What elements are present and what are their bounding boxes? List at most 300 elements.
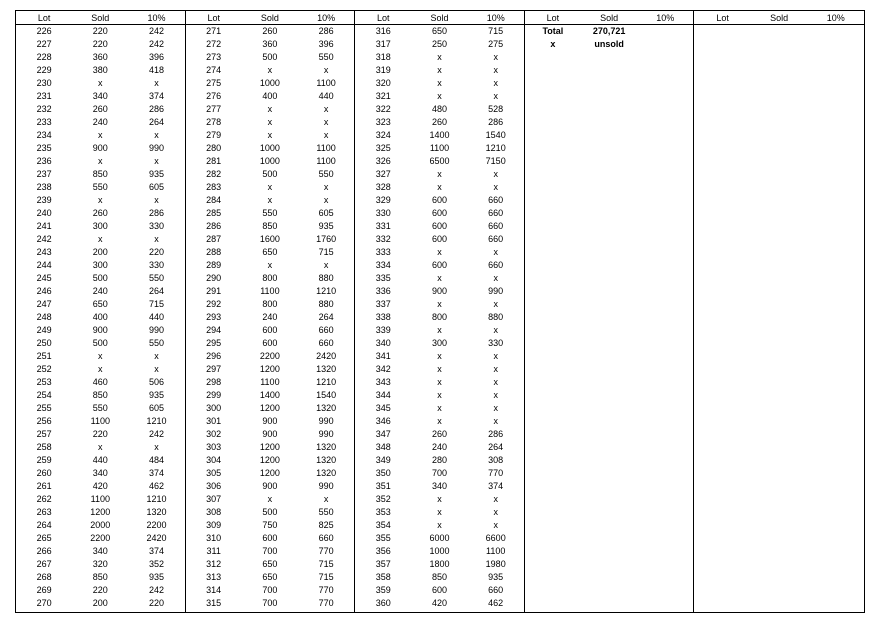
ten-percent-cell: 1320 [316, 403, 337, 413]
lot-cell: 247 [36, 299, 52, 309]
ten-percent-cell: 660 [488, 585, 504, 595]
table-row [16, 558, 185, 571]
lot-cell: 290 [206, 273, 222, 283]
ten-percent-cell: 1100 [316, 143, 336, 153]
table-row [355, 506, 524, 519]
sold-cell: 260 [431, 429, 447, 439]
sold-cell: 600 [431, 585, 447, 595]
sold-cell: 250 [431, 39, 447, 49]
lot-cell: 282 [206, 169, 222, 179]
ten-percent-cell: x [493, 351, 498, 361]
sold-cell: 280 [431, 455, 447, 465]
table-row [186, 103, 355, 116]
table-row [186, 558, 355, 571]
table-row [355, 103, 524, 116]
ten-percent-cell: 374 [148, 91, 165, 101]
table-row [186, 64, 355, 77]
ten-percent-cell: 462 [148, 481, 165, 491]
sold-cell: 1400 [259, 390, 280, 400]
sold-cell: x [437, 364, 442, 374]
table-row [355, 155, 524, 168]
lot-cell: 359 [375, 585, 391, 595]
ten-percent-cell: 1210 [316, 286, 337, 296]
ten-percent-cell: 440 [318, 91, 334, 101]
sold-cell: 1100 [90, 416, 110, 426]
sold-cell: 300 [431, 338, 447, 348]
table-row [16, 584, 185, 597]
lot-cell: 310 [206, 533, 222, 543]
lot-cell: x [550, 39, 556, 49]
ten-percent-cell: 1980 [485, 559, 506, 569]
lot-cell: 332 [375, 234, 391, 244]
table-row [355, 532, 524, 545]
lot-cell: 324 [375, 130, 391, 140]
table-row [355, 324, 524, 337]
ten-percent-cell: x [154, 234, 159, 244]
ten-percent-cell: 275 [488, 39, 504, 49]
lot-cell: 342 [375, 364, 391, 374]
ten-percent-cell: 1100 [316, 156, 336, 166]
ten-percent-cell: 935 [318, 221, 334, 231]
ten-percent-cell: 660 [318, 533, 334, 543]
sold-cell: x [437, 390, 442, 400]
sold-cell: 500 [92, 273, 108, 283]
ten-percent-cell: 308 [488, 455, 504, 465]
table-row [186, 428, 355, 441]
sold-header: Sold [770, 13, 789, 23]
sold-cell: 1100 [260, 377, 280, 387]
table-row [16, 64, 185, 77]
table-row [355, 415, 524, 428]
ten-percent-cell: 286 [148, 208, 165, 218]
ten-percent-cell: 286 [148, 104, 165, 114]
sold-cell: 1000 [429, 546, 450, 556]
lot-cell: 285 [206, 208, 222, 218]
sold-cell: 850 [92, 572, 108, 582]
ten-percent-cell: 242 [148, 26, 165, 36]
ten-percent-header: 10% [656, 13, 675, 23]
lot-cell: 269 [36, 585, 52, 595]
lot-cell: 294 [206, 325, 222, 335]
lot-cell: 270 [36, 598, 52, 608]
table-row [355, 194, 524, 207]
sold-cell: 700 [262, 546, 278, 556]
ten-percent-cell: 605 [148, 182, 165, 192]
lot-cell: 239 [36, 195, 52, 205]
sold-cell: x [98, 195, 103, 205]
ten-percent-cell: 506 [148, 377, 165, 387]
table-row [16, 38, 185, 51]
ten-percent-cell: 330 [148, 260, 165, 270]
table-row [186, 168, 355, 181]
lot-cell: 248 [36, 312, 52, 322]
sold-cell: x [98, 78, 103, 88]
lot-cell: 315 [206, 598, 222, 608]
sold-cell: 650 [431, 26, 447, 36]
ten-percent-cell: 1320 [316, 364, 337, 374]
lot-cell: 233 [36, 117, 52, 127]
sold-cell: 420 [431, 598, 447, 608]
sold-cell: 380 [92, 65, 108, 75]
table-row [355, 285, 524, 298]
table-row [186, 207, 355, 220]
sold-cell: x [437, 78, 442, 88]
sold-cell: x [98, 130, 103, 140]
ten-percent-cell: 1540 [316, 390, 337, 400]
table-row [355, 493, 524, 506]
lot-cell: 297 [206, 364, 222, 374]
sold-cell: 340 [431, 481, 447, 491]
ten-percent-cell: 605 [318, 208, 334, 218]
ten-percent-cell: 880 [488, 312, 504, 322]
sold-cell: 900 [262, 481, 278, 491]
lot-cell: 354 [375, 520, 391, 530]
ten-percent-cell: x [323, 182, 329, 192]
sold-cell: x [437, 377, 442, 387]
table-row [16, 363, 185, 376]
table-row [355, 298, 524, 311]
table-row [355, 389, 524, 402]
lot-cell: 264 [36, 520, 52, 530]
table-panel-1 [16, 11, 186, 612]
ten-percent-cell: x [493, 247, 498, 257]
sold-cell: 500 [262, 52, 278, 62]
sold-cell: 1200 [259, 364, 280, 374]
table-row [16, 571, 185, 584]
sold-cell: 850 [92, 169, 108, 179]
table-row [186, 181, 355, 194]
sold-cell: x [437, 169, 442, 179]
ten-percent-cell: 242 [148, 429, 165, 439]
table-row [355, 116, 524, 129]
table-row [186, 454, 355, 467]
sold-cell: x [437, 520, 442, 530]
lot-cell: 226 [36, 26, 52, 36]
lot-cell: 327 [375, 169, 391, 179]
sold-header: Sold [260, 13, 279, 23]
lot-cell: 298 [206, 377, 222, 387]
header-row [525, 11, 694, 25]
ten-percent-cell: x [493, 65, 498, 75]
table-row [16, 311, 185, 324]
table-row [355, 220, 524, 233]
lot-cell: 305 [206, 468, 222, 478]
ten-percent-cell: x [493, 390, 498, 400]
sold-cell: 1200 [259, 455, 280, 465]
lot-cell: 289 [206, 260, 222, 270]
ten-percent-header: 10% [826, 13, 845, 23]
sold-cell: 600 [431, 221, 447, 231]
ten-percent-cell: x [154, 351, 159, 361]
table-row [186, 493, 355, 506]
lot-cell: 261 [36, 481, 52, 491]
ten-percent-cell: 440 [148, 312, 165, 322]
table-row [355, 311, 524, 324]
ten-percent-header: 10% [486, 13, 505, 23]
ten-percent-cell: x [154, 195, 159, 205]
sold-cell: 850 [92, 390, 108, 400]
table-row [186, 376, 355, 389]
lot-cell: 331 [375, 221, 391, 231]
table-row [186, 389, 355, 402]
sold-cell: 6000 [429, 533, 450, 543]
table-row [186, 402, 355, 415]
table-row [16, 194, 185, 207]
table-row [186, 363, 355, 376]
lot-cell: 300 [206, 403, 222, 413]
table-row [355, 350, 524, 363]
table-row [16, 441, 185, 454]
sold-cell: 2200 [259, 351, 280, 361]
table-row [16, 246, 185, 259]
lot-cell: 276 [206, 91, 222, 101]
table-row [16, 428, 185, 441]
ten-percent-cell: x [323, 195, 329, 205]
lot-header: Lot [716, 13, 729, 23]
sold-cell: 650 [262, 559, 278, 569]
lot-cell: 346 [375, 416, 391, 426]
lot-cell: 288 [206, 247, 222, 257]
ten-percent-cell: 286 [488, 117, 504, 127]
lot-cell: 274 [206, 65, 222, 75]
header-row [694, 11, 864, 25]
table-row [355, 454, 524, 467]
table-row [16, 129, 185, 142]
sold-cell: 1400 [429, 130, 450, 140]
sold-cell: 800 [262, 299, 278, 309]
lot-cell: 228 [36, 52, 52, 62]
lot-cell: 325 [375, 143, 391, 153]
lot-header: Lot [37, 13, 51, 23]
lot-cell: 293 [206, 312, 222, 322]
lot-cell: 340 [375, 338, 391, 348]
ten-percent-cell: 1100 [486, 546, 506, 556]
table-row [16, 207, 185, 220]
lot-cell: 358 [375, 572, 391, 582]
ten-percent-cell: 990 [488, 286, 504, 296]
sold-cell: 260 [262, 26, 278, 36]
sold-cell: 340 [92, 468, 108, 478]
ten-percent-header: 10% [317, 13, 336, 23]
sold-cell: 1200 [90, 507, 111, 517]
table-row [355, 571, 524, 584]
ten-percent-cell: 1210 [316, 377, 337, 387]
ten-percent-cell: 935 [148, 572, 165, 582]
ten-percent-cell: 660 [318, 325, 334, 335]
ten-percent-cell: 715 [488, 26, 504, 36]
table-row [186, 545, 355, 558]
ten-percent-cell: 990 [318, 481, 334, 491]
ten-percent-cell: 2420 [146, 533, 167, 543]
ten-percent-cell: 660 [488, 221, 504, 231]
lot-cell: 291 [206, 286, 222, 296]
ten-percent-cell: 660 [488, 260, 504, 270]
sold-cell: 500 [92, 338, 108, 348]
lot-cell: 251 [36, 351, 52, 361]
ten-percent-cell: x [493, 78, 498, 88]
lot-cell: 258 [36, 442, 52, 452]
table-row [16, 90, 185, 103]
lot-cell: 347 [375, 429, 391, 439]
ten-percent-cell: x [493, 169, 498, 179]
table-row [16, 402, 185, 415]
lot-cell: 338 [375, 312, 391, 322]
lot-cell: 356 [375, 546, 391, 556]
sold-cell: x [98, 234, 103, 244]
table-row [355, 129, 524, 142]
sold-cell: x [98, 364, 103, 374]
sold-cell: 260 [92, 104, 108, 114]
lot-cell: 245 [36, 273, 52, 283]
table-row [355, 272, 524, 285]
table-row [186, 597, 355, 610]
sold-cell: 550 [92, 182, 108, 192]
table-row [186, 246, 355, 259]
ten-percent-cell: 935 [148, 390, 165, 400]
lot-cell: 273 [206, 52, 222, 62]
table-row [355, 246, 524, 259]
lot-cell: 243 [36, 247, 52, 257]
sold-cell: x [98, 442, 103, 452]
lot-cell: 295 [206, 338, 222, 348]
sold-cell: 700 [431, 468, 447, 478]
sold-cell: 220 [92, 39, 108, 49]
table-row [16, 415, 185, 428]
ten-percent-cell: x [154, 78, 159, 88]
ten-percent-cell: 528 [488, 104, 504, 114]
lot-cell: 287 [206, 234, 222, 244]
table-row [16, 467, 185, 480]
sold-cell: 700 [262, 598, 278, 608]
ten-percent-cell: 550 [318, 52, 334, 62]
sold-cell: 550 [262, 208, 278, 218]
ten-percent-cell: 660 [488, 208, 504, 218]
ten-percent-cell: 352 [148, 559, 165, 569]
table-row [16, 480, 185, 493]
ten-percent-cell: x [493, 52, 498, 62]
lot-cell: 281 [206, 156, 222, 166]
lot-cell: 235 [36, 143, 52, 153]
table-row [355, 64, 524, 77]
lot-cell: 234 [36, 130, 52, 140]
sold-cell: x [437, 507, 442, 517]
table-row [16, 454, 185, 467]
sold-cell: x [437, 325, 442, 335]
sold-cell: 900 [92, 325, 108, 335]
lot-cell: 283 [206, 182, 222, 192]
table-row [16, 259, 185, 272]
lot-cell: 296 [206, 351, 222, 361]
lot-cell: 280 [206, 143, 222, 153]
lot-cell: 301 [206, 416, 222, 426]
sold-cell: 600 [431, 260, 447, 270]
table-row [186, 532, 355, 545]
ten-percent-cell: x [493, 377, 498, 387]
lot-cell: 240 [36, 208, 52, 218]
sold-cell: 420 [92, 481, 108, 491]
sold-cell: x [437, 182, 442, 192]
lot-cell: 304 [206, 455, 222, 465]
lot-cell: 309 [206, 520, 222, 530]
sold-cell: x [437, 52, 442, 62]
ten-percent-cell: x [493, 507, 498, 517]
table-row [186, 220, 355, 233]
sold-cell: 300 [92, 260, 108, 270]
sold-cell: x [437, 65, 442, 75]
table-row [186, 25, 355, 38]
sold-cell: 650 [262, 247, 278, 257]
sold-cell: 900 [262, 416, 278, 426]
sold-cell: 240 [431, 442, 447, 452]
ten-percent-cell: x [493, 403, 498, 413]
ten-percent-cell: 264 [318, 312, 334, 322]
lot-cell: 336 [375, 286, 391, 296]
table-row [355, 467, 524, 480]
table-row [16, 155, 185, 168]
table-row [186, 519, 355, 532]
lot-cell: 252 [36, 364, 52, 374]
header-row [16, 11, 185, 25]
table-row [186, 77, 355, 90]
sold-header: Sold [430, 13, 449, 23]
table-row [186, 272, 355, 285]
lot-cell: 260 [36, 468, 52, 478]
sold-cell: 1600 [259, 234, 280, 244]
ten-percent-cell: 1540 [485, 130, 506, 140]
lot-header: Lot [546, 13, 560, 23]
lot-cell: 255 [36, 403, 52, 413]
lot-cell: 268 [36, 572, 52, 582]
lot-cell: 241 [36, 221, 52, 231]
header-row [186, 11, 355, 25]
sold-cell: x [98, 351, 103, 361]
table-row [186, 337, 355, 350]
lot-cell: 343 [375, 377, 391, 387]
lot-cell: 326 [375, 156, 391, 166]
ten-percent-cell: 770 [318, 585, 334, 595]
lot-cell: 284 [206, 195, 222, 205]
ten-percent-cell: 550 [148, 338, 165, 348]
ten-percent-cell: 550 [148, 273, 165, 283]
sold-cell: 500 [262, 169, 278, 179]
ten-percent-cell: 770 [488, 468, 504, 478]
sold-cell: x [267, 494, 273, 504]
ten-percent-cell: x [493, 91, 498, 101]
sold-cell: 270,721 [592, 26, 626, 36]
ten-percent-cell: 715 [318, 247, 334, 257]
lot-cell: 337 [375, 299, 391, 309]
sold-cell: x [437, 247, 442, 257]
lot-cell: 314 [206, 585, 222, 595]
table-row [16, 233, 185, 246]
table-row [16, 103, 185, 116]
table-row [355, 25, 524, 38]
table-row [186, 233, 355, 246]
ten-percent-cell: 242 [148, 585, 165, 595]
sold-cell: 400 [92, 312, 108, 322]
lot-cell: 319 [375, 65, 391, 75]
table-row [355, 38, 524, 51]
table-row [355, 259, 524, 272]
sold-cell: 200 [92, 598, 108, 608]
ten-percent-cell: 825 [318, 520, 334, 530]
table-row [525, 38, 694, 51]
lot-cell: 266 [36, 546, 52, 556]
lot-cell: 227 [36, 39, 52, 49]
table-row [186, 142, 355, 155]
table-row [355, 428, 524, 441]
ten-percent-cell: 374 [148, 546, 165, 556]
